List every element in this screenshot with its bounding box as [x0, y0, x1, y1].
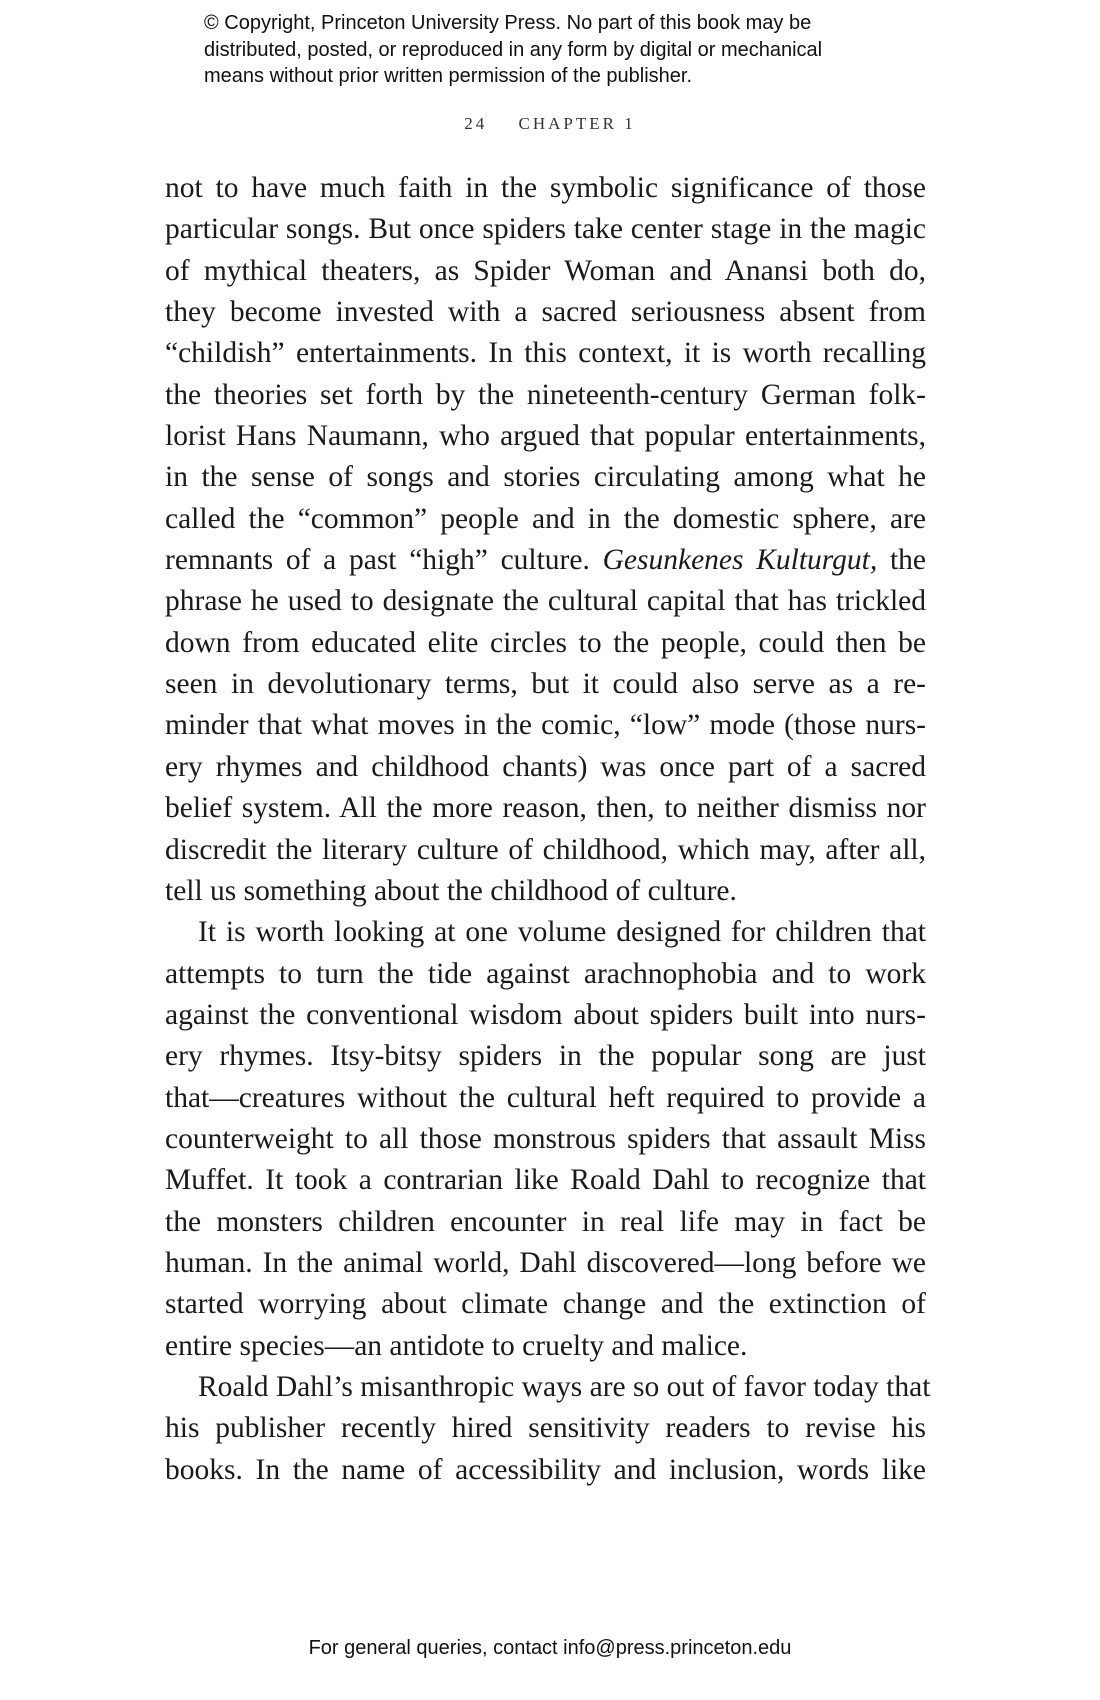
body-text	[165, 168, 931, 1491]
text-line	[165, 581, 926, 622]
text-segment: tell us something about the childhood of culture.	[165, 874, 737, 907]
text-line	[165, 1119, 926, 1160]
text-line	[165, 333, 926, 374]
text-line	[165, 375, 926, 416]
text-segment: phrase he used to designate the cultural capital that has trickled	[165, 585, 926, 618]
text-segment: Muffet. It took a contrarian like Roald Dahl to recognize that	[165, 1164, 926, 1197]
text-segment: of mythical theaters, as Spider Woman and Anansi both do,	[165, 254, 926, 287]
text-line	[165, 623, 926, 664]
text-line	[165, 168, 926, 209]
chapter-title: CHAPTER 1	[518, 114, 636, 133]
text-segment: ery rhymes and childhood chants) was once part of a sacred	[165, 750, 926, 783]
text-segment: books. In the name of accessibility and inclusion, words like	[165, 1453, 926, 1486]
text-segment: started worrying about climate change and the extinction of	[165, 1288, 926, 1321]
text-line	[165, 830, 926, 871]
text-line	[165, 912, 926, 953]
text-line	[165, 1036, 926, 1077]
text-segment: not to have much faith in the symbolic significance of those	[165, 172, 926, 204]
text-segment: belief system. All the more reason, then, to neither dismiss nor	[165, 792, 926, 825]
footer-contact: For general queries, contact info@press.princeton.edu	[308, 1637, 792, 1659]
text-segment: attempts to turn the tide against arachnophobia and to work	[165, 957, 926, 990]
text-segment: remnants of a past “high” culture.	[165, 544, 603, 577]
text-segment: the theories set forth by the nineteenth-century German folk-	[165, 378, 926, 411]
text-line	[165, 871, 926, 912]
text-line	[165, 416, 926, 457]
running-head	[0, 114, 1100, 134]
text-segment: human. In the animal world, Dahl discovered—long before we	[165, 1246, 926, 1279]
text-segment: down from educated elite circles to the people, could then be	[165, 626, 926, 659]
text-line	[165, 1367, 931, 1408]
text-segment: minder that what moves in the comic, “low” mode (those nurs-	[165, 709, 926, 742]
text-segment: lorist Hans Naumann, who argued that popular entertainments,	[165, 420, 926, 453]
text-segment: against the conventional wisdom about spiders built into nurs-	[165, 998, 926, 1031]
text-line	[165, 1284, 926, 1325]
text-segment: called the “common” people and in the domestic sphere, are	[165, 502, 926, 535]
text-segment: entire species—an antidote to cruelty and malice.	[165, 1329, 748, 1362]
text-segment: the	[877, 544, 926, 577]
text-line	[165, 705, 926, 746]
text-segment: seen in devolutionary terms, but it could also serve as a re-	[165, 668, 926, 701]
text-line	[165, 664, 926, 705]
text-segment: “childish” entertainments. In this context, it is worth recalling	[165, 337, 926, 370]
copyright-notice	[204, 10, 822, 90]
text-segment: discredit the literary culture of childhood, which may, after all,	[165, 833, 926, 866]
text-line	[165, 954, 926, 995]
text-segment: his publisher recently hired sensitivity readers to revise his	[165, 1412, 926, 1445]
copyright-line: distributed, posted, or reproduced in any form by digital or mechanical	[204, 38, 823, 61]
text-line	[165, 209, 926, 250]
text-segment: ery rhymes. Itsy-bitsy spiders in the popular song are just	[165, 1040, 926, 1073]
text-segment: that—creatures without the cultural heft required to provide a	[165, 1081, 926, 1114]
copyright-line: means without prior written permission of the publisher.	[204, 65, 693, 87]
text-line	[165, 1326, 926, 1367]
text-line	[165, 292, 926, 333]
text-line	[165, 1202, 926, 1243]
text-segment: particular songs. But once spiders take center stage in the magic	[165, 213, 926, 246]
text-line	[165, 995, 926, 1036]
text-line	[165, 457, 926, 498]
text-line	[165, 499, 926, 540]
text-line	[165, 1450, 926, 1491]
text-segment: counterweight to all those monstrous spiders that assault Miss	[165, 1122, 926, 1155]
page-number: 24	[464, 114, 488, 133]
text-line	[165, 788, 926, 829]
copyright-line: © Copyright, Princeton University Press. No part of this book may be	[204, 12, 812, 34]
text-line	[165, 540, 926, 581]
text-segment: they become invested with a sacred seriousness absent from	[165, 296, 926, 329]
text-line	[165, 747, 926, 788]
text-segment: the monsters children encounter in real life may in fact be	[165, 1205, 926, 1238]
text-line	[165, 1160, 926, 1201]
text-line	[165, 1408, 926, 1449]
text-line	[165, 251, 926, 292]
text-line	[165, 1078, 926, 1119]
text-segment: It is worth looking at one volume designed for children that	[198, 916, 926, 949]
text-line	[165, 1243, 926, 1284]
text-segment: in the sense of songs and stories circulating among what he	[165, 461, 926, 494]
italic-phrase: Gesunkenes Kulturgut,	[602, 544, 878, 577]
text-segment: Roald Dahl’s misanthropic ways are so out of favor today that	[198, 1370, 931, 1403]
